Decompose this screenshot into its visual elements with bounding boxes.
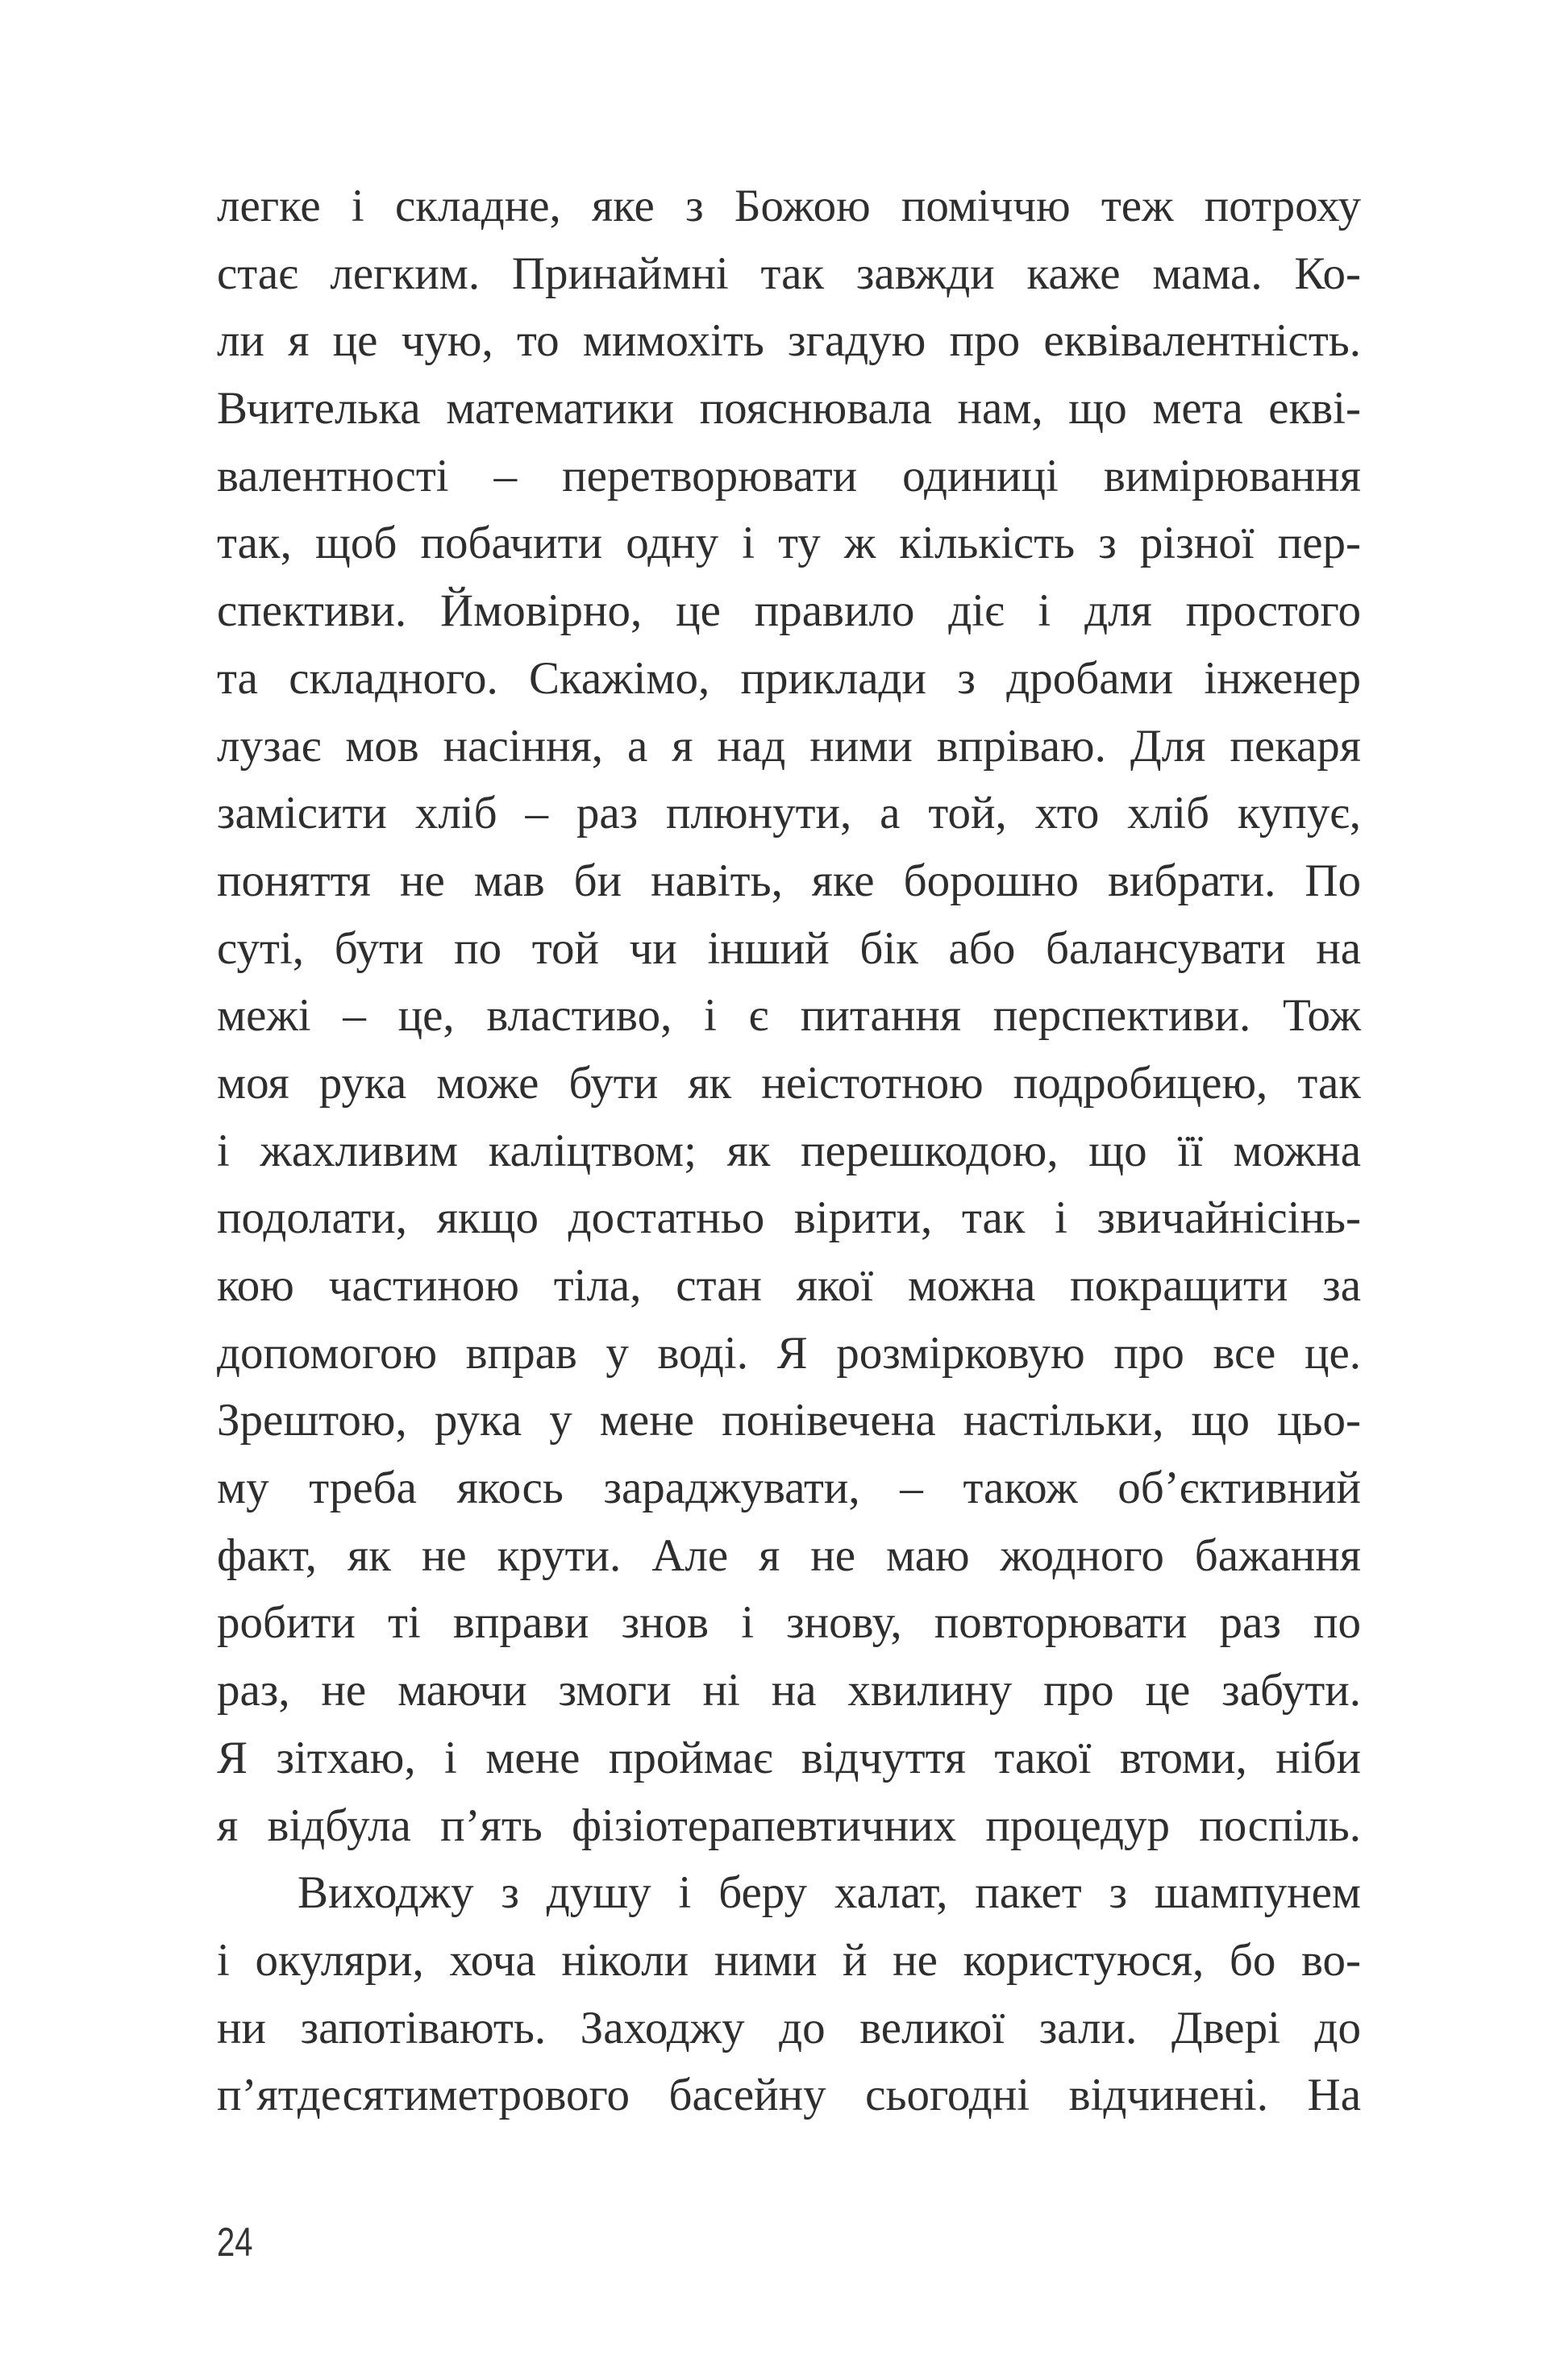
page-number: 24 — [217, 2220, 253, 2265]
body-text — [217, 173, 1361, 2129]
text-line: Я зітхаю, і мене проймає відчуття такої втоми, ніби — [217, 1732, 1361, 1783]
text-line: спективи. Ймовірно, це правило діє і для простого — [217, 585, 1361, 637]
text-line: моя рука може бути як неістотною подробицею, так — [217, 1057, 1361, 1109]
text-line: Вчителька математики пояснювала нам, що мета екві- — [217, 383, 1361, 435]
text-line: кою частиною тіла, стан якої можна покращити за — [217, 1260, 1361, 1311]
text-line: легке і складне, яке з Божою поміччю теж потроху — [217, 181, 1361, 231]
text-line: п’ятдесятиметрового басейну сьогодні відчинені. На — [217, 2070, 1361, 2121]
text-line: так, щоб побачити одну і ту ж кількість з різної пер- — [217, 518, 1361, 569]
text-line: раз, не маючи змоги ні на хвилину про це забути. — [217, 1665, 1361, 1716]
text-line: і окуляри, хоча ніколи ними й не користуюся, бо во- — [217, 1934, 1361, 1986]
text-line: межі – це, властиво, і є питання перспективи. Тож — [217, 990, 1361, 1042]
text-line: Зрештою, рука у мене понівечена настільки, що цьо- — [217, 1395, 1361, 1446]
text-line: ни запотівають. Заходжу до великої зали. Двері до — [217, 2002, 1361, 2053]
text-line: валентності – перетворювати одиниці вимірювання — [217, 450, 1361, 501]
text-line: поняття не мав би навіть, яке борошно вибрати. По — [217, 855, 1361, 906]
text-line: стає легким. Принаймні так завжди каже мама. Ко- — [217, 248, 1361, 299]
text-line: лузає мов насіння, а я над ними впріваю. Для пекаря — [217, 720, 1361, 772]
text-line: замісити хліб – раз плюнути, а той, хто хліб купує, — [217, 788, 1361, 839]
text-line: ли я це чую, то мимохіть згадую про еквівалентність. — [217, 315, 1361, 367]
text-line: Виходжу з душу і беру халат, пакет з шампунем — [298, 1867, 1361, 1919]
text-line: та складного. Скажімо, приклади з дробами інженер — [217, 652, 1361, 704]
text-line: робити ті вправи знов і знову, повторювати раз по — [217, 1597, 1361, 1649]
text-line: я відбула п’ять фізіотерапевтичних процедур поспіль. — [217, 1800, 1361, 1851]
text-line: подолати, якщо достатньо вірити, так і звичайнісінь- — [217, 1192, 1361, 1244]
text-line: му треба якось зараджувати, – також об’єктивний — [217, 1463, 1361, 1514]
text-line: факт, як не крути. Але я не маю жодного бажання — [217, 1529, 1361, 1581]
text-line: і жахливим каліцтвом; як перешкодою, що її можна — [217, 1125, 1361, 1176]
text-line: допомогою вправ у воді. Я розмірковую про все це. — [217, 1327, 1361, 1379]
text-line: суті, бути по той чи інший бік або балансувати на — [217, 922, 1361, 974]
